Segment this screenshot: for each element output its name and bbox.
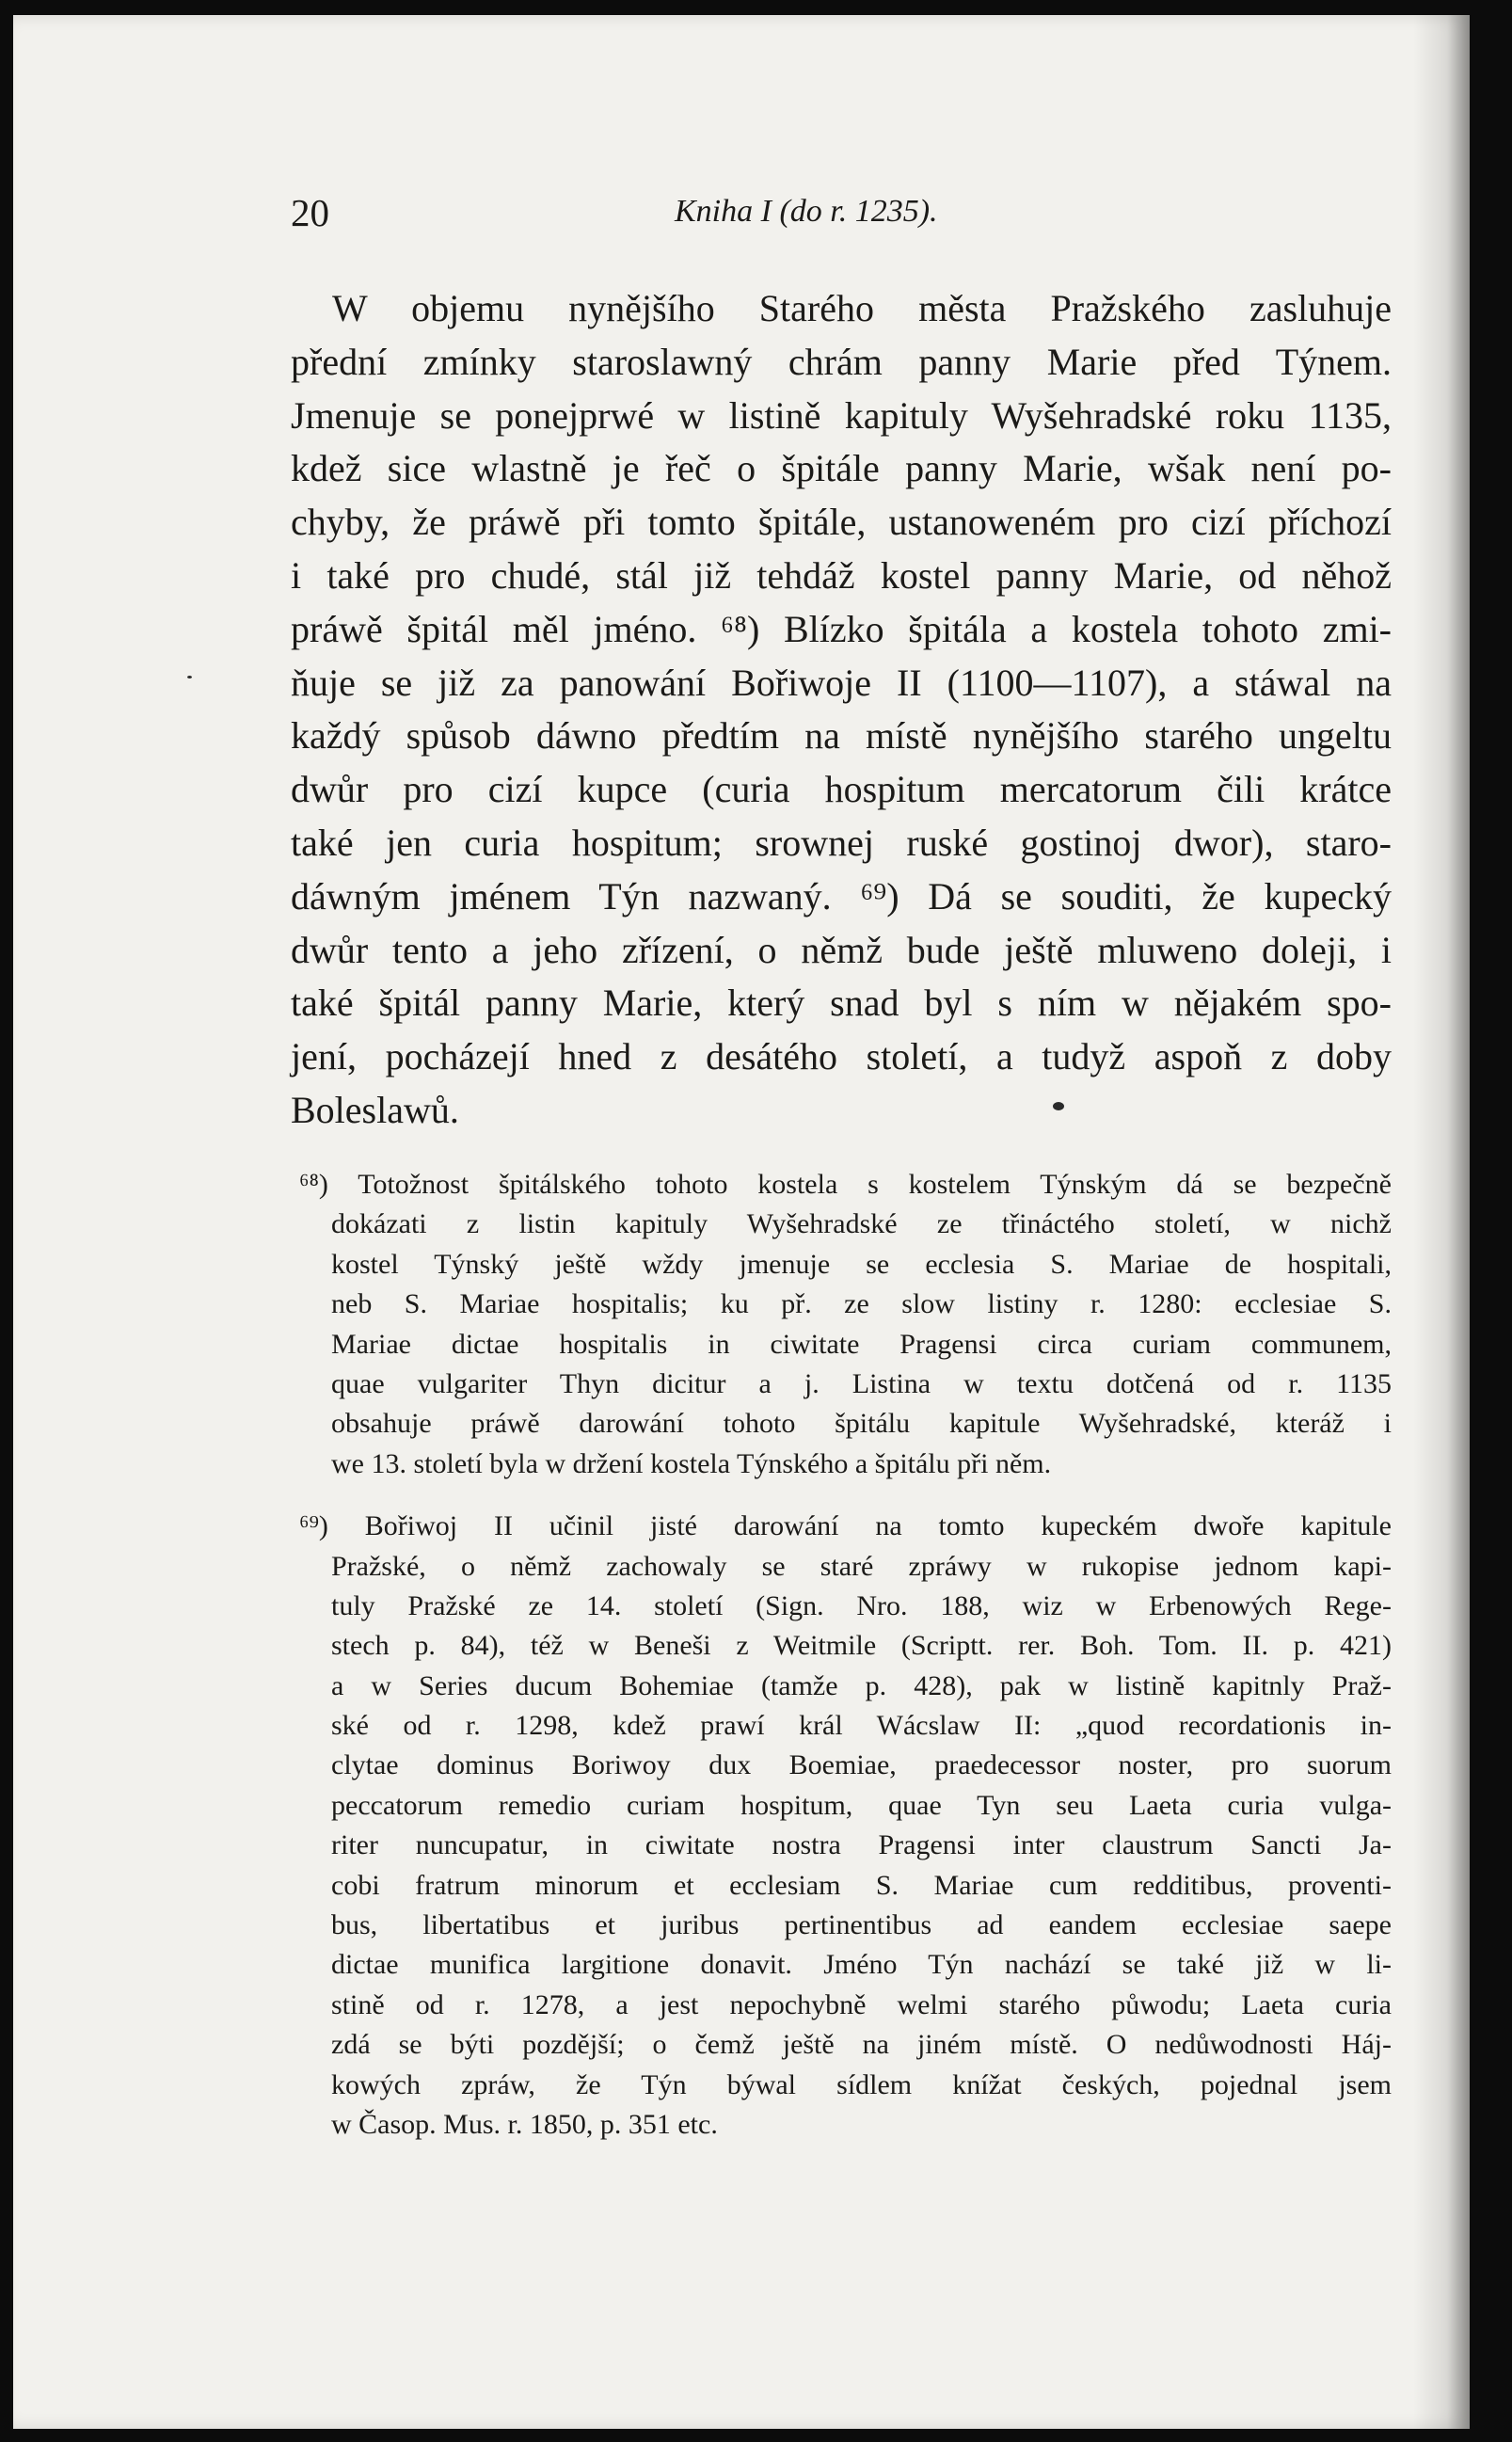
footnote-line: stině od r. 1278, a jest nepochybně welmi starého půwodu; Laeta curia [331,1988,1392,2020]
running-head: Kniha I (do r. 1235). [675,194,938,229]
body-line: ňuje se již za panowání Bořiwoje II (1100—1107), a stáwal na [291,661,1392,704]
page-number: 20 [291,191,329,234]
footnote-line: obsahuje práwě darowání tohoto špitálu kapitule Wyšehradské, kteráž i [331,1408,1392,1440]
footnote-68 [299,1165,1392,1484]
page-header [291,190,1392,247]
book-page [13,15,1470,2429]
footnote-line: Pražské, o němž zachowaly se staré zpráwy w rukopise jednom kapi- [331,1550,1392,1582]
body-line: i také pro chudé, stál již tehdáž kostel panny Marie, od něhož [291,553,1392,597]
footnote-69 [299,1507,1392,2145]
footnote-line: we 13. století byla w držení kostela Týnského a špitálu při něm. [331,1447,1052,1479]
body-line: také jen curia hospitum; srownej ruské gostinoj dwor), staro- [291,821,1392,864]
body-line: přední zmínky staroslawný chrám panny Marie před Týnem. [291,340,1392,383]
footnote-line: w Časop. Mus. r. 1850, p. 351 etc. [331,2108,718,2140]
footnotes [299,1165,1392,2167]
footnote-line: kowých zpráw, že Týn býwal sídlem knížat českých, pojednal jsem [331,2068,1392,2100]
body-line: chyby, že práwě při tomto špitále, ustanoweném pro cizí příchozí [291,501,1392,544]
footnote-line: ⁶⁸) Totožnost špitálského tohoto kostela s kostelem Týnským dá se bezpečně [299,1169,1392,1200]
print-speck [1053,1102,1064,1110]
footnote-line: peccatorum remedio curiam hospitum, quae Tyn seu Laeta curia vulga- [331,1789,1392,1821]
footnote-line: a w Series ducum Bohemiae (tamže p. 428), pak w listině kapitnly Praž- [331,1669,1392,1701]
footnote-line: tuly Pražské ze 14. století (Sign. Nro. 188, wiz w Erbenowých Rege- [331,1589,1392,1621]
body-line: Boleslawů. [291,1088,459,1131]
footnote-line: ⁶⁹) Bořiwoj II učinil jisté darowání na tomto kupeckém dwoře kapitule [299,1510,1392,1542]
footnote-line: dokázati z listin kapituly Wyšehradské ze třináctého století, w nichž [331,1208,1392,1240]
body-line: kdež sice wlastně je řeč o špitále panny Marie, wšak není po- [291,447,1392,490]
footnote-line: Mariae dictae hospitalis in ciwitate Pragensi circa curiam communem, [331,1328,1392,1360]
footnote-line: riter nuncupatur, in ciwitate nostra Pragensi inter claustrum Sancti Ja- [331,1829,1392,1861]
body-line: práwě špitál měl jméno. ⁶⁸) Blízko špitála a kostela tohoto zmi- [291,607,1392,650]
print-speck [187,676,192,678]
main-paragraph [291,282,1392,1138]
body-line: jení, pocházejí hned z desátého století, a tudyž aspoň z doby [291,1035,1392,1078]
body-line: každý spůsob dáwno předtím na místě nynějšího starého ungeltu [291,714,1392,758]
footnote-line: dictae munifica largitione donavit. Jméno Týn nachází se také již w li- [331,1949,1392,1981]
footnote-line: zdá se býti pozdější; o čemž ještě na jiném místě. O nedůwodnosti Háj- [331,2029,1392,2061]
page-spine-shadow [1413,15,1470,2429]
body-line: také špitál panny Marie, který snad byl s ním w nějakém spo- [291,982,1392,1025]
body-line: dwůr pro cizí kupce (curia hospitum mercatorum čili krátce [291,768,1392,811]
body-line: dwůr tento a jeho zřízení, o němž bude ještě mluweno doleji, i [291,928,1392,971]
footnote-line: kostel Týnský ještě wždy jmenuje se ecclesia S. Mariae de hospitali, [331,1248,1392,1280]
footnote-line: ské od r. 1298, kdež prawí král Wácslaw II: „quod recordationis in- [331,1710,1392,1742]
footnote-line: quae vulgariter Thyn dicitur a j. Listina w textu dotčená od r. 1135 [331,1367,1392,1399]
body-line: W objemu nynějšího Starého města Pražského zasluhuje [332,287,1392,329]
footnote-line: stech p. 84), též w Beneši z Weitmile (Scriptt. rer. Boh. Tom. II. p. 421) [331,1630,1392,1662]
footnote-line: cobi fratrum minorum et ecclesiam S. Mariae cum redditibus, proventi- [331,1869,1392,1901]
body-line: Jmenuje se ponejprwé w listině kapituly Wyšehradské roku 1135, [291,393,1392,437]
footnote-line: bus, libertatibus et juribus pertinentibus ad eandem ecclesiae saepe [331,1909,1392,1941]
footnote-line: neb S. Mariae hospitalis; ku př. ze slow listiny r. 1280: ecclesiae S. [331,1288,1392,1320]
body-line: dáwným jménem Týn nazwaný. ⁶⁹) Dá se souditi, že kupecký [291,874,1392,918]
footnote-line: clytae dominus Boriwoy dux Boemiae, praedecessor noster, pro suorum [331,1749,1392,1781]
